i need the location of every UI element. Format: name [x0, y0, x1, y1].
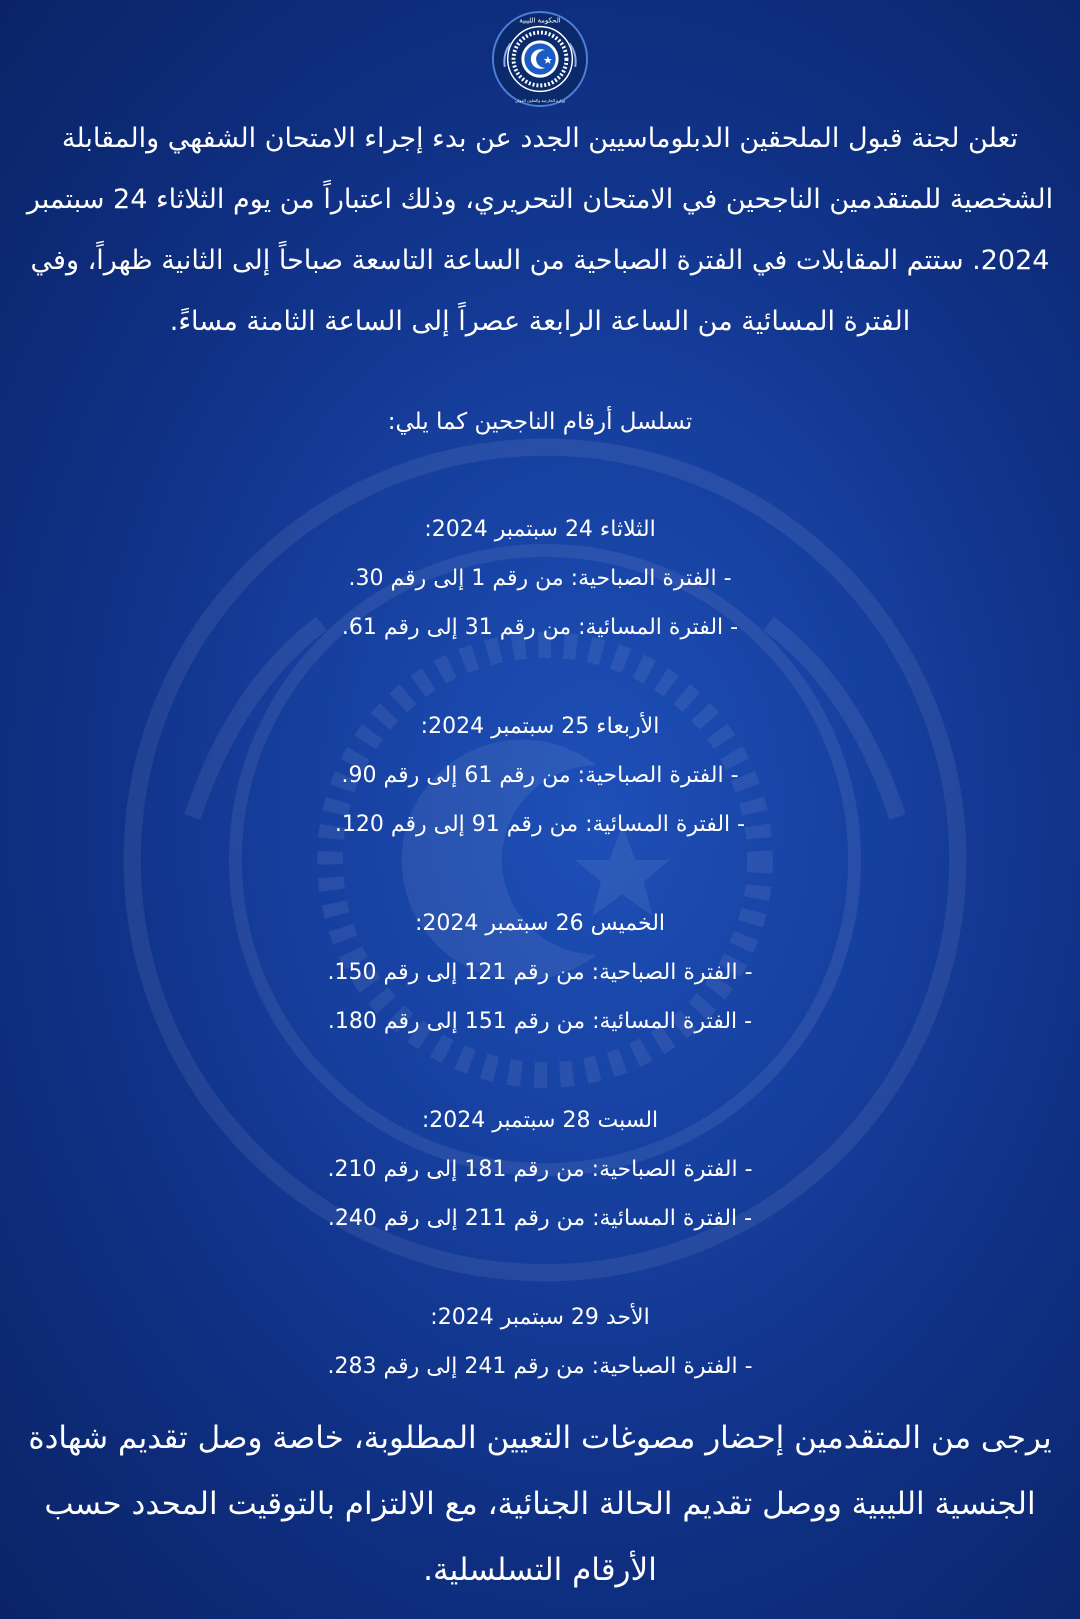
evening-period: - الفترة المسائية: من رقم 211 إلى رقم 240. [327, 1206, 753, 1231]
morning-period: - الفترة الصباحية: من رقم 1 إلى رقم 30. [348, 566, 732, 591]
day-title: الأربعاء 25 سبتمبر 2024: [420, 714, 660, 739]
day-title: الأحد 29 سبتمبر 2024: [430, 1305, 650, 1330]
evening-period: - الفترة المسائية: من رقم 91 إلى رقم 120. [334, 812, 746, 837]
day-block [0, 702, 1080, 899]
sequence-heading: تسلسل أرقام الناجحين كما يلي: [387, 409, 693, 435]
emblem-text-bottom: وزارة الخارجية والتعاون الدولي [515, 98, 565, 104]
morning-period: - الفترة الصباحية: من رقم 121 إلى رقم 150. [327, 960, 753, 985]
morning-period: - الفترة الصباحية: من رقم 241 إلى رقم 283. [327, 1354, 753, 1379]
evening-period: - الفترة المسائية: من رقم 31 إلى رقم 61. [341, 615, 739, 640]
day-block [0, 505, 1080, 702]
day-block [0, 899, 1080, 1096]
emblem-text-top: الحكومة الليبية [519, 16, 561, 25]
announcement-intro: تعلن لجنة قبول الملحقين الدبلوماسيين الجدد عن بدء إجراء الامتحان الشفهي والمقابلة الشخصية للمتقدمين الناجحين في الامتحان التحريري، وذلك اعتباراً من يوم الثلاثاء 24 سبتمبر 2024. ستتم المقابلات في الفترة الصباحية من الساعة التاسعة صباحاً إلى الثانية ظهراً، وفي الفترة المسائية من الساعة الرابعة عصراً إلى الساعة الثامنة مساءً. [26, 123, 1054, 337]
morning-period: - الفترة الصباحية: من رقم 61 إلى رقم 90. [341, 763, 739, 788]
libyan-government-emblem-icon [491, 10, 589, 108]
header [0, 10, 1080, 108]
evening-period: - الفترة المسائية: من رقم 151 إلى رقم 180. [327, 1009, 753, 1034]
requirements-note: يرجى من المتقدمين إحضار مصوغات التعيين المطلوبة، خاصة وصل تقديم شهادة الجنسية الليبية ووصل تقديم الحالة الجنائية، مع الالتزام بالتوقيت المحدد حسب الأرقام التسلسلية. [28, 1420, 1052, 1588]
morning-period: - الفترة الصباحية: من رقم 181 إلى رقم 210. [327, 1157, 753, 1182]
day-title: الثلاثاء 24 سبتمبر 2024: [424, 517, 656, 542]
day-title: السبت 28 سبتمبر 2024: [421, 1108, 659, 1133]
day-block [0, 1096, 1080, 1293]
interview-schedule [0, 505, 1080, 1490]
day-title: الخميس 26 سبتمبر 2024: [414, 911, 666, 936]
